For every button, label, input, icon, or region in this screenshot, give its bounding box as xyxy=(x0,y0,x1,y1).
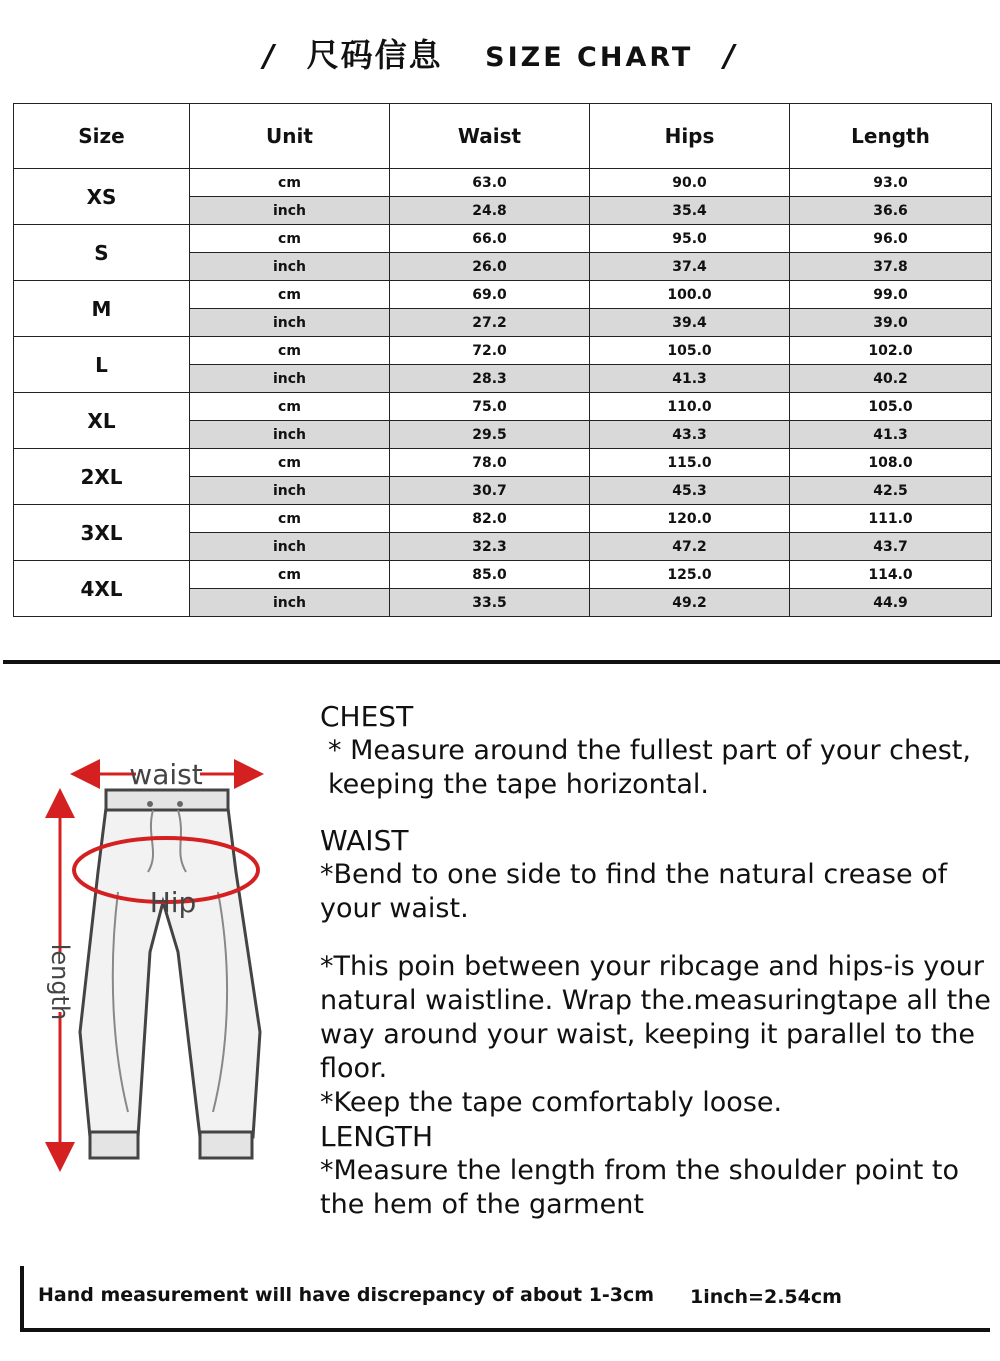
size-cell: 3XL xyxy=(14,505,190,561)
table-row xyxy=(14,225,992,253)
title-english: SIZE CHART xyxy=(485,42,694,73)
discrepancy-note: Hand measurement will have discrepancy of about 1-3cm xyxy=(38,1284,655,1306)
size-cell: 2XL xyxy=(14,449,190,505)
unit-cell: inch xyxy=(190,533,390,561)
value-cell: 49.2 xyxy=(590,589,790,617)
chest-heading: CHEST xyxy=(320,700,414,733)
value-cell: 115.0 xyxy=(590,449,790,477)
value-cell: 32.3 xyxy=(390,533,590,561)
unit-cell: inch xyxy=(190,197,390,225)
value-cell: 36.6 xyxy=(790,197,992,225)
column-header: Waist xyxy=(390,104,590,169)
value-cell: 85.0 xyxy=(390,561,590,589)
hip-label: Hip xyxy=(149,886,197,919)
value-cell: 30.7 xyxy=(390,477,590,505)
value-cell: 42.5 xyxy=(790,477,992,505)
table-header-row xyxy=(14,104,992,169)
size-cell: L xyxy=(14,337,190,393)
value-cell: 33.5 xyxy=(390,589,590,617)
column-header: Unit xyxy=(190,104,390,169)
value-cell: 40.2 xyxy=(790,365,992,393)
value-cell: 82.0 xyxy=(390,505,590,533)
value-cell: 41.3 xyxy=(590,365,790,393)
value-cell: 105.0 xyxy=(590,337,790,365)
value-cell: 27.2 xyxy=(390,309,590,337)
chest-instructions: * Measure around the fullest part of your chest, keeping the tape horizontal. xyxy=(328,735,971,800)
unit-cell: cm xyxy=(190,337,390,365)
pants-measurement-illustration xyxy=(28,752,298,1182)
value-cell: 39.4 xyxy=(590,309,790,337)
value-cell: 111.0 xyxy=(790,505,992,533)
length-heading: LENGTH xyxy=(320,1120,434,1153)
table-row xyxy=(14,449,992,477)
table-row xyxy=(14,281,992,309)
unit-cell: cm xyxy=(190,505,390,533)
size-cell: XL xyxy=(14,393,190,449)
table-row xyxy=(14,337,992,365)
table-row xyxy=(14,561,992,589)
unit-cell: cm xyxy=(190,449,390,477)
waist-heading: WAIST xyxy=(320,824,409,857)
value-cell: 95.0 xyxy=(590,225,790,253)
footer-note-box xyxy=(20,1266,990,1332)
measurement-guide xyxy=(320,700,995,1222)
unit-cell: inch xyxy=(190,421,390,449)
value-cell: 37.4 xyxy=(590,253,790,281)
value-cell: 45.3 xyxy=(590,477,790,505)
value-cell: 108.0 xyxy=(790,449,992,477)
length-instructions: *Measure the length from the shoulder point to the hem of the garment xyxy=(320,1155,959,1220)
column-header: Size xyxy=(14,104,190,169)
unit-cell: inch xyxy=(190,309,390,337)
value-cell: 75.0 xyxy=(390,393,590,421)
value-cell: 63.0 xyxy=(390,169,590,197)
title-chinese: 尺码信息 xyxy=(306,36,443,74)
title-slash-right: / xyxy=(723,39,737,74)
value-cell: 96.0 xyxy=(790,225,992,253)
value-cell: 120.0 xyxy=(590,505,790,533)
value-cell: 78.0 xyxy=(390,449,590,477)
value-cell: 100.0 xyxy=(590,281,790,309)
page-title xyxy=(0,30,1000,76)
size-cell: 4XL xyxy=(14,561,190,617)
column-header: Length xyxy=(790,104,992,169)
value-cell: 39.0 xyxy=(790,309,992,337)
table-row xyxy=(14,505,992,533)
value-cell: 29.5 xyxy=(390,421,590,449)
value-cell: 114.0 xyxy=(790,561,992,589)
size-cell: M xyxy=(14,281,190,337)
value-cell: 93.0 xyxy=(790,169,992,197)
value-cell: 125.0 xyxy=(590,561,790,589)
value-cell: 110.0 xyxy=(590,393,790,421)
unit-cell: inch xyxy=(190,589,390,617)
value-cell: 47.2 xyxy=(590,533,790,561)
unit-cell: cm xyxy=(190,169,390,197)
value-cell: 72.0 xyxy=(390,337,590,365)
unit-cell: inch xyxy=(190,253,390,281)
value-cell: 35.4 xyxy=(590,197,790,225)
size-cell: XS xyxy=(14,169,190,225)
unit-cell: cm xyxy=(190,393,390,421)
value-cell: 99.0 xyxy=(790,281,992,309)
value-cell: 26.0 xyxy=(390,253,590,281)
waist-instructions-3: *Keep the tape comfortably loose. xyxy=(320,1087,783,1118)
unit-cell: cm xyxy=(190,225,390,253)
unit-conversion-note: 1inch=2.54cm xyxy=(690,1286,842,1308)
value-cell: 66.0 xyxy=(390,225,590,253)
size-chart-table xyxy=(13,103,992,617)
value-cell: 44.9 xyxy=(790,589,992,617)
value-cell: 37.8 xyxy=(790,253,992,281)
unit-cell: inch xyxy=(190,477,390,505)
unit-cell: cm xyxy=(190,281,390,309)
waist-label: waist xyxy=(129,758,203,791)
value-cell: 41.3 xyxy=(790,421,992,449)
waist-instructions-2: *This poin between your ribcage and hips-is your natural waistline. Wrap the.measuringtape all the way around your waist, keeping it parallel to the floor. xyxy=(320,951,991,1084)
value-cell: 43.7 xyxy=(790,533,992,561)
table-body xyxy=(14,169,992,617)
size-cell: S xyxy=(14,225,190,281)
waist-instructions-1: *Bend to one side to find the natural crease of your waist. xyxy=(320,859,948,924)
unit-cell: cm xyxy=(190,561,390,589)
column-header: Hips xyxy=(590,104,790,169)
section-divider xyxy=(3,660,1000,664)
value-cell: 105.0 xyxy=(790,393,992,421)
table-row xyxy=(14,169,992,197)
unit-cell: inch xyxy=(190,365,390,393)
table-row xyxy=(14,393,992,421)
title-slash-left: / xyxy=(263,39,277,74)
value-cell: 24.8 xyxy=(390,197,590,225)
length-label: length xyxy=(46,943,74,1021)
value-cell: 90.0 xyxy=(590,169,790,197)
value-cell: 102.0 xyxy=(790,337,992,365)
value-cell: 43.3 xyxy=(590,421,790,449)
value-cell: 69.0 xyxy=(390,281,590,309)
value-cell: 28.3 xyxy=(390,365,590,393)
